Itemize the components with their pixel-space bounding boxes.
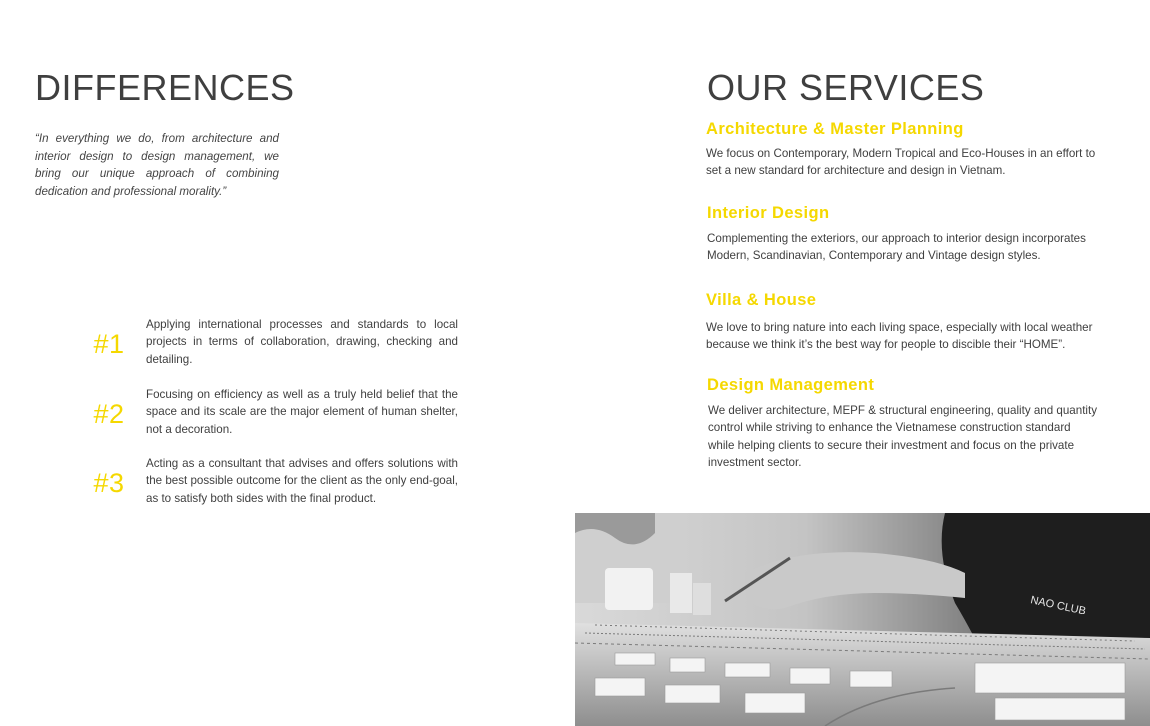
service-heading-villa: Villa & House: [706, 291, 817, 309]
difference-point-1: [85, 316, 465, 372]
point-number: #3: [93, 467, 125, 498]
service-text-design-management: We deliver architecture, MEPF & structural engineering, quality and quantity control while striving to enhance the Vietnamese construction standard while helping clients to secure their investment and focus on the private investment sector.: [708, 404, 1098, 469]
differences-quote: “In everything we do, from architecture and interior design to design management, we bring our unique approach of combining dedication and professional morality.”: [35, 132, 279, 198]
point-number: #2: [93, 398, 125, 429]
shirt-print: NAO CLUB: [1029, 594, 1087, 618]
service-text-architecture: We focus on Contemporary, Modern Tropical and Eco-Houses in an effort to set a new standard for architecture and design in Vietnam.: [706, 147, 1096, 178]
difference-point-2: [85, 386, 465, 442]
services-title: OUR SERVICES: [707, 67, 985, 108]
point-number: #1: [93, 328, 125, 359]
point-text: Applying international processes and standards to local projects in terms of collaboration, drawing, checking and detailing.: [146, 318, 458, 366]
service-heading-interior: Interior Design: [707, 204, 830, 222]
service-text-villa: We love to bring nature into each living space, especially with local weather because we think it’s the best way for people to discible their “HOME”.: [706, 321, 1093, 352]
architecture-model-photo: [575, 513, 1150, 726]
service-text-interior: Complementing the exteriors, our approach to interior design incorporates Modern, Scandinavian, Contemporary and Vintage design styles.: [707, 232, 1086, 263]
differences-title: DIFFERENCES: [35, 67, 295, 108]
difference-point-3: [85, 455, 465, 511]
service-heading-design-management: Design Management: [707, 376, 875, 394]
point-text: Focusing on efficiency as well as a truly held belief that the space and its scale are the major element of human shelter, not a decoration.: [146, 388, 458, 436]
service-heading-architecture: Architecture & Master Planning: [706, 120, 964, 138]
point-text: Acting as a consultant that advises and offers solutions with the best possible outcome for the client as the only end-goal, as to satisfy both sides with the final product.: [146, 457, 458, 505]
